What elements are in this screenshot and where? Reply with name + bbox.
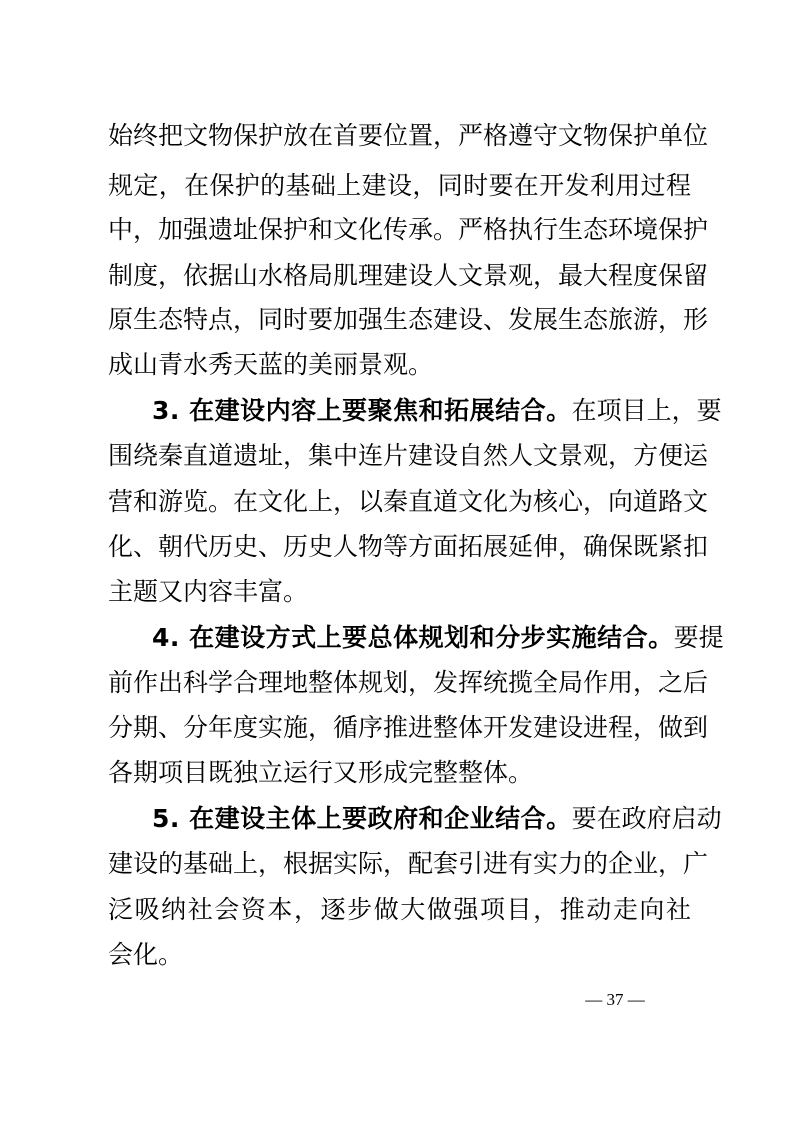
text-line: 前作出科学合理地整体规划，发挥统揽全局作用，之后 bbox=[108, 668, 709, 697]
text-line: 规定，在保护的基础上建设，同时要在开发利用过程 bbox=[108, 171, 691, 200]
paragraph-first-line bbox=[152, 623, 724, 653]
section-heading: 3. 在建设内容上要聚焦和拓展结合。 bbox=[152, 396, 572, 425]
text-line: 泛吸纳社会资本，逐步做大做强项目，推动走向社 bbox=[108, 895, 691, 924]
text-span: 要提 bbox=[673, 623, 724, 652]
text-line: 中，加强遗址保护和文化传承。严格执行生态环境保护 bbox=[108, 215, 709, 244]
section-heading: 4. 在建设方式上要总体规划和分步实施结合。 bbox=[152, 623, 674, 652]
paragraph-first-line bbox=[152, 804, 722, 834]
text-line: 主题又内容丰富。 bbox=[108, 577, 309, 606]
text-span: 要在政府启动 bbox=[571, 804, 722, 833]
text-line: 原生态特点，同时要加强生态建设、发展生态旅游，形 bbox=[108, 305, 709, 334]
text-line: 各期项目既独立运行又形成完整整体。 bbox=[108, 758, 534, 787]
section-heading: 5. 在建设主体上要政府和企业结合。 bbox=[152, 804, 572, 833]
paragraph-first-line bbox=[152, 396, 722, 426]
text-line: 制度，依据山水格局肌理建设人文景观，最大程度保留 bbox=[108, 261, 709, 290]
text-line: 营和游览。在文化上，以秦直道文化为核心，向道路文 bbox=[108, 487, 709, 516]
page-number: — 37 — bbox=[585, 990, 645, 1009]
text-line: 围绕秦直道遗址，集中连片建设自然人文景观，方便运 bbox=[108, 441, 709, 470]
text-line: 分期、分年度实施，循序推进整体开发建设进程，做到 bbox=[108, 713, 709, 742]
text-line: 化、朝代历史、历史人物等方面拓展延伸，确保既紧扣 bbox=[108, 532, 709, 561]
text-line: 建设的基础上，根据实际，配套引进有实力的企业，广 bbox=[108, 849, 709, 878]
text-line: 会化。 bbox=[108, 940, 184, 969]
text-span: 在项目上，要 bbox=[571, 396, 722, 425]
text-line: 成山青水秀天蓝的美丽景观。 bbox=[108, 350, 434, 379]
text-line: 始终把文物保护放在首要位置，严格遵守文物保护单位 bbox=[108, 121, 709, 150]
